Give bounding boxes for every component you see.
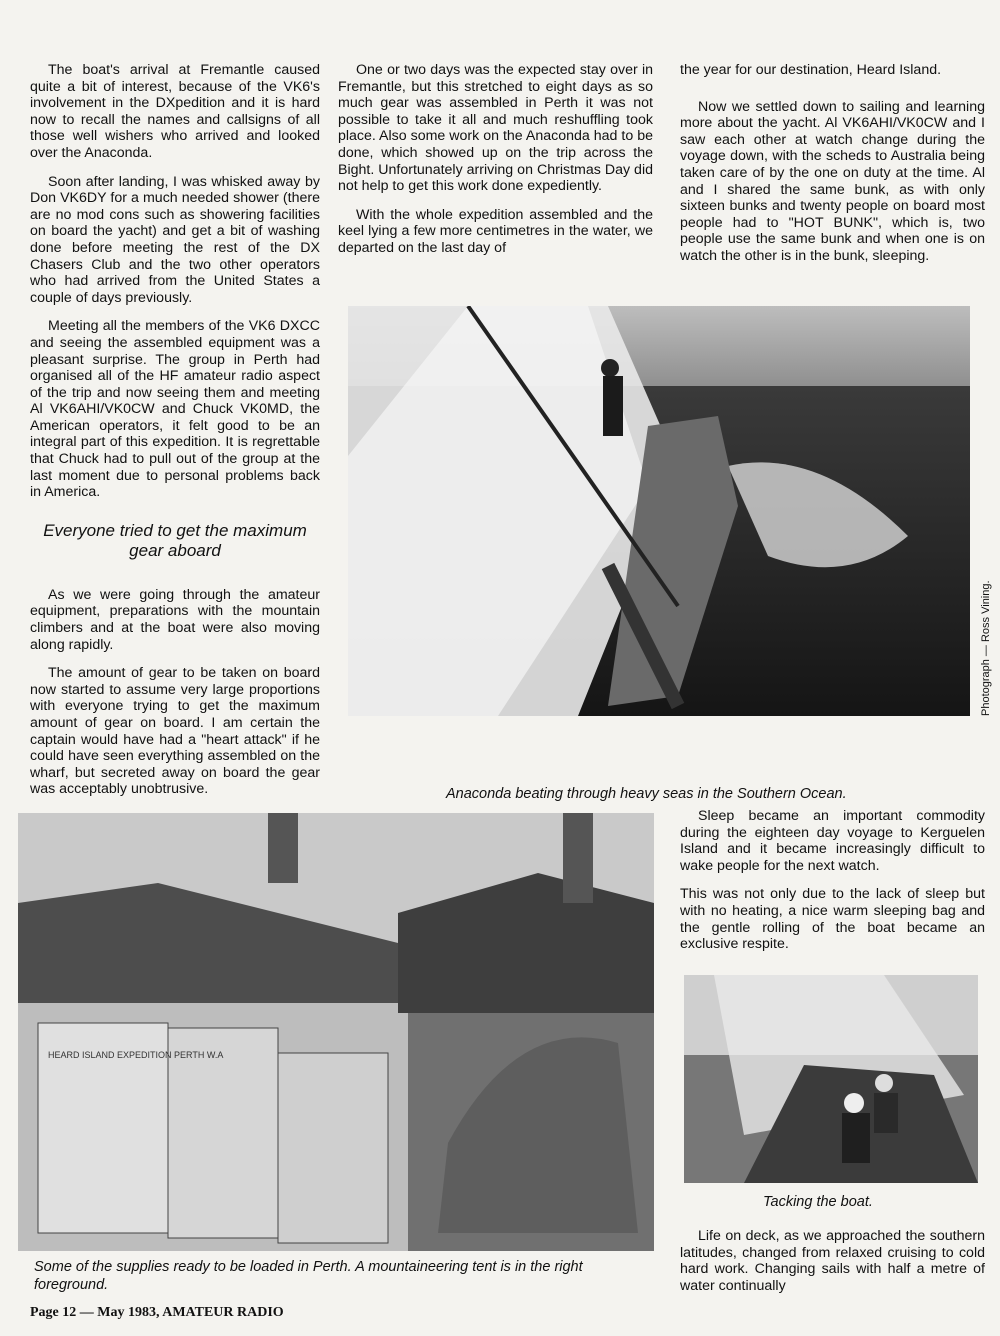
photo-supplies bbox=[18, 813, 654, 1251]
article-column-3 bbox=[680, 62, 985, 277]
tacking-image bbox=[684, 975, 978, 1183]
paragraph: With the whole expedition assembled and the keel lying a few more centimetres in the water, we departed on the last day of bbox=[338, 206, 653, 256]
paragraph: One or two days was the expected stay over in Fremantle, but this stretched to eight days as so much gear was assembled in Perth it was not possible to take it all and much reshuffling took place. Also some work on the Anaconda had to be done, which showed up on the trip across the Bight. Unfortunately arriving on Christmas Day did not help to get this work done expediently. bbox=[338, 62, 653, 195]
paragraph: This was not only due to the lack of sleep but with no heating, a nice warm sleeping bag and the gentle rolling of the boat became an exclusive respite. bbox=[680, 886, 985, 953]
caption-supplies: Some of the supplies ready to be loaded in Perth. A mountaineering tent is in the right foreground. bbox=[34, 1259, 583, 1293]
photo-credit: Photograph — Ross Vining. bbox=[980, 580, 992, 716]
paragraph: The amount of gear to be taken on board now started to assume very large proportions with everyone trying to get the maximum amount of gear on board. I am certain the captain would have had a "heart attack" if he could have seen everything assembled on the wharf, but secreted away on board the gear was acceptably unobtrusive. bbox=[30, 665, 320, 798]
caption-tacking: Tacking the boat. bbox=[763, 1194, 873, 1210]
page-footer: Page 12 — May 1983, AMATEUR RADIO bbox=[30, 1305, 284, 1320]
article-column-4 bbox=[680, 808, 985, 965]
photo-tacking bbox=[684, 975, 978, 1183]
photo-yacht-heavy-seas bbox=[348, 306, 970, 716]
article-column-1 bbox=[30, 62, 320, 810]
paragraph: Life on deck, as we approached the southern latitudes, changed from relaxed cruising to cold hard work. Changing sails with half a metre of water continually bbox=[680, 1228, 985, 1294]
paragraph: Sleep became an important commodity during the eighteen day voyage to Kerguelen Island and it became increasingly difficult to wake people for the next watch. bbox=[680, 808, 985, 874]
paragraph: the year for our destination, Heard Island. bbox=[680, 62, 942, 78]
paragraph: The boat's arrival at Fremantle caused quite a bit of interest, because of the VK6's involvement in the DXpedition and it is hard now to recall the names and callsigns of all those well wishers who arrived and looked over the Anaconda. bbox=[30, 62, 320, 161]
paragraph: Meeting all the members of the VK6 DXCC and seeing the assembled equipment was a pleasant surprise. The group in Perth had organised all of the HF amateur radio aspect of the trip and now seeing them and meeting Al VK6AHI/VK0CW and Chuck VK0MD, the American operators, it felt good to be an integral part of this expedition. It is regrettable that Chuck had to pull out of the group at the last moment due to personal problems back in America. bbox=[30, 318, 320, 501]
box-label-text: HEARD ISLAND EXPEDITION PERTH W.A bbox=[48, 1050, 224, 1060]
article-column-2 bbox=[338, 62, 653, 269]
caption-yacht: Anaconda beating through heavy seas in the Southern Ocean. bbox=[446, 786, 847, 802]
supplies-image bbox=[18, 813, 654, 1251]
paragraph: Soon after landing, I was whisked away by Don VK6DY for a much needed shower (there are no mod cons such as showering facilities on board the yacht) and get a bit of washing done before meeting the rest of the DX Chasers Club and the two other operators who had arrived from the United States a couple of days previously. bbox=[30, 173, 320, 306]
article-column-5 bbox=[680, 1228, 985, 1306]
paragraph: As we were going through the amateur equipment, preparations with the mountain climbers and at the boat were also moving along rapidly. bbox=[30, 586, 320, 653]
yacht-seas-image bbox=[348, 306, 970, 716]
paragraph: Now we settled down to sailing and learning more about the yacht. Al VK6AHI/VK0CW and I saw each other at watch change during the voyage down, with the scheds to Australia being taken care of by the one on duty at the time. Al and I shared the same bunk, as with only sixteen bunks and twenty people on board most people had to "HOT BUNK", which is, two people use the same bunk and when one is on watch the other is in the bunk, sleeping. bbox=[680, 98, 985, 264]
section-heading: Everyone tried to get the maximum gear aboard bbox=[43, 520, 307, 560]
